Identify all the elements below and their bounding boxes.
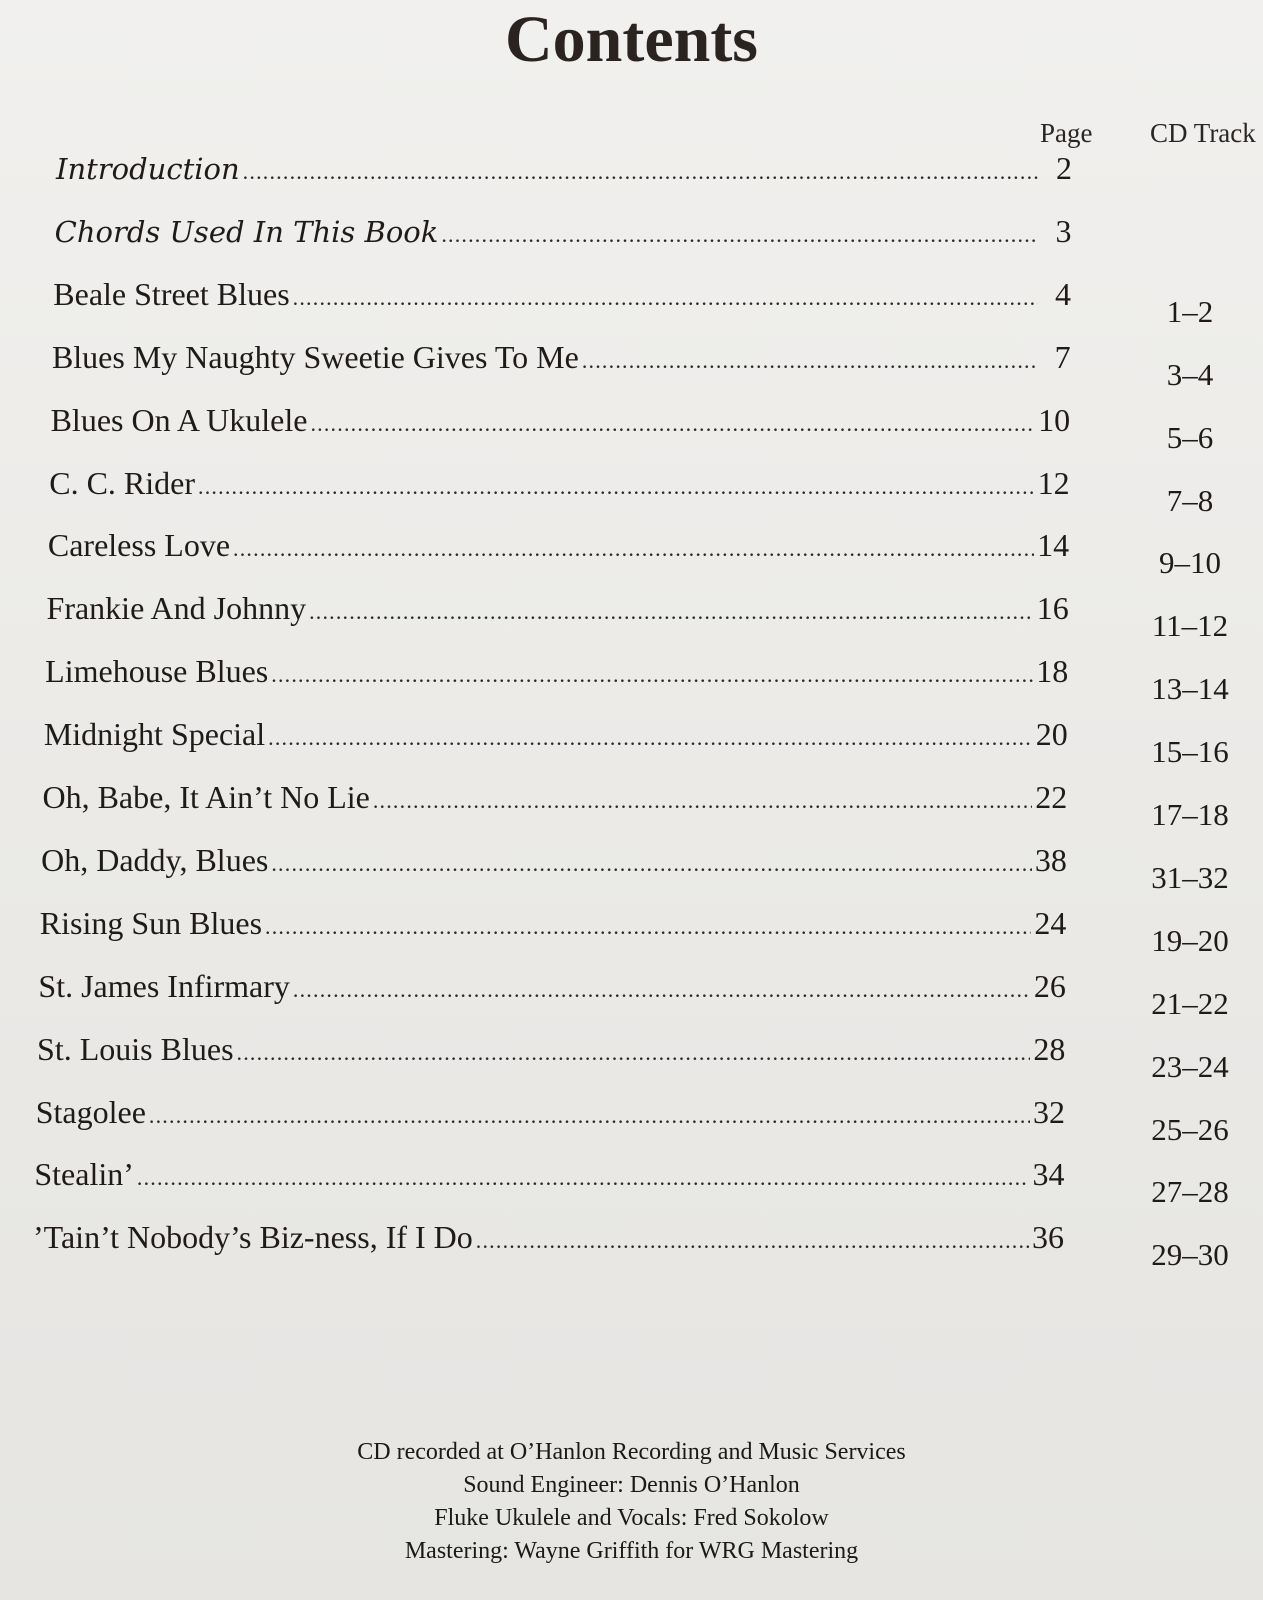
toc-entry [47, 590, 1069, 634]
toc-entry-title: St. Louis Blues [37, 1030, 234, 1067]
toc-entry-page: 28 [1033, 1030, 1066, 1067]
toc-entry-page: 18 [1036, 653, 1069, 690]
dot-leader [310, 411, 1035, 437]
toc-entry-page: 32 [1032, 1093, 1065, 1130]
toc-entry-title: Frankie And Johnny [46, 590, 307, 627]
toc-entry [55, 213, 1072, 257]
toc-entry-title: Introduction [56, 152, 240, 186]
toc-entry-track: 9–10 [1159, 545, 1221, 581]
toc-entry-track: 5–6 [1166, 419, 1214, 455]
dot-leader [243, 159, 1039, 185]
toc-entry-title: Blues My Naughty Sweetie Gives To Me [51, 338, 579, 375]
page-column-header: Page [1040, 118, 1093, 148]
toc-entry-title: Oh, Daddy, Blues [41, 841, 269, 878]
toc-entry-page: 10 [1038, 401, 1071, 438]
toc-entry [53, 276, 1071, 320]
toc-entry-track: 31–32 [1151, 859, 1229, 895]
credit-line-engineer: Sound Engineer: Dennis O’Hanlon [463, 1472, 800, 1498]
toc-entry-page: 7 [1054, 338, 1071, 375]
toc-entry-page: 12 [1037, 464, 1070, 501]
toc-entry-track: 21–22 [1151, 985, 1229, 1021]
toc-entry-title: St. James Infirmary [38, 967, 290, 1004]
dot-leader [198, 474, 1035, 500]
toc-entry-page: 24 [1034, 904, 1067, 941]
toc-entry [34, 1156, 1064, 1200]
cd-track-column-header: CD Track [1150, 118, 1256, 148]
toc-entry [38, 968, 1065, 1012]
dot-leader [233, 536, 1034, 562]
toc-entry-page: 22 [1035, 779, 1068, 815]
toc-entry-track: 13–14 [1151, 671, 1229, 707]
toc-entry-title: Blues On A Ukulele [50, 401, 308, 438]
toc-entry-title: Limehouse Blues [45, 653, 269, 690]
dot-leader [441, 222, 1038, 248]
dot-leader [582, 348, 1038, 374]
page-title: Contents [504, 3, 758, 76]
dot-leader [137, 1165, 1030, 1191]
toc-entry-track: 19–20 [1151, 922, 1229, 958]
dot-leader [149, 1103, 1030, 1129]
toc-entry-title: Stagolee [35, 1093, 146, 1130]
toc-entry-title: Chords Used In This Book [54, 214, 439, 249]
toc-entry [45, 653, 1068, 697]
toc-entry-page: 26 [1033, 967, 1066, 1004]
toc-entry [33, 1219, 1064, 1263]
toc-entry-title: Beale Street Blues [53, 275, 290, 312]
toc-entry-page: 20 [1035, 716, 1068, 753]
toc-entry-track: 3–4 [1166, 356, 1214, 392]
toc-entry-title: Stealin’ [34, 1156, 134, 1193]
dot-leader [373, 788, 1032, 814]
toc-entry-title: ’Tain’t Nobody’s Biz-ness, If I Do [33, 1219, 473, 1256]
toc-entry-track: 15–16 [1151, 734, 1229, 770]
toc-entry [56, 150, 1072, 194]
toc-entry-title: Midnight Special [43, 716, 266, 753]
toc-entry-track: 1–2 [1166, 293, 1214, 329]
toc-entry [42, 779, 1067, 823]
toc-entry [52, 339, 1071, 383]
toc-entry [49, 465, 1069, 509]
toc-entry-track: 23–24 [1151, 1048, 1229, 1084]
dot-leader [293, 285, 1038, 311]
toc-entry [41, 842, 1067, 886]
toc-entry [36, 1094, 1065, 1138]
toc-entry-page: 2 [1056, 150, 1072, 186]
toc-entry-page: 38 [1034, 841, 1067, 878]
dot-leader [293, 977, 1031, 1003]
toc-entry [48, 527, 1069, 571]
credit-line-recording: CD recorded at O’Hanlon Recording and Music Services [357, 1439, 906, 1465]
toc-entry-page: 14 [1037, 527, 1070, 564]
toc-entry-track: 25–26 [1151, 1111, 1229, 1147]
toc-entry-page: 4 [1055, 275, 1072, 312]
toc-entry [37, 1031, 1065, 1075]
credit-line-mastering: Mastering: Wayne Griffith for WRG Mastering [404, 1538, 859, 1564]
toc-entry-page: 16 [1036, 590, 1069, 627]
toc-entry-track: 7–8 [1166, 482, 1214, 518]
toc-entry [40, 905, 1067, 949]
dot-leader [476, 1228, 1029, 1254]
toc-entry-track: 27–28 [1151, 1174, 1229, 1210]
toc-entry-page: 3 [1055, 212, 1072, 249]
toc-entry [51, 402, 1071, 446]
dot-leader [237, 1040, 1031, 1066]
toc-entry-track: 29–30 [1151, 1237, 1229, 1273]
dot-leader [271, 662, 1033, 688]
credits [0, 1436, 1263, 1568]
toc-entry [44, 716, 1068, 760]
toc-entry-track: 17–18 [1151, 797, 1229, 832]
toc-entry-title: Careless Love [47, 527, 231, 564]
toc-entry-title: C. C. Rider [49, 464, 196, 501]
toc-entry-track: 11–12 [1151, 608, 1229, 644]
toc-entry-title: Oh, Babe, It Ain’t No Lie [42, 779, 370, 815]
credit-line-vocals: Fluke Ukulele and Vocals: Fred Sokolow [434, 1505, 829, 1531]
dot-leader [268, 725, 1033, 751]
toc-entry-page: 36 [1032, 1219, 1064, 1256]
dot-leader [271, 851, 1031, 877]
toc-entry-page: 34 [1032, 1156, 1065, 1193]
dot-leader [309, 599, 1034, 625]
toc-entry-title: Rising Sun Blues [39, 904, 263, 941]
dot-leader [265, 914, 1031, 940]
